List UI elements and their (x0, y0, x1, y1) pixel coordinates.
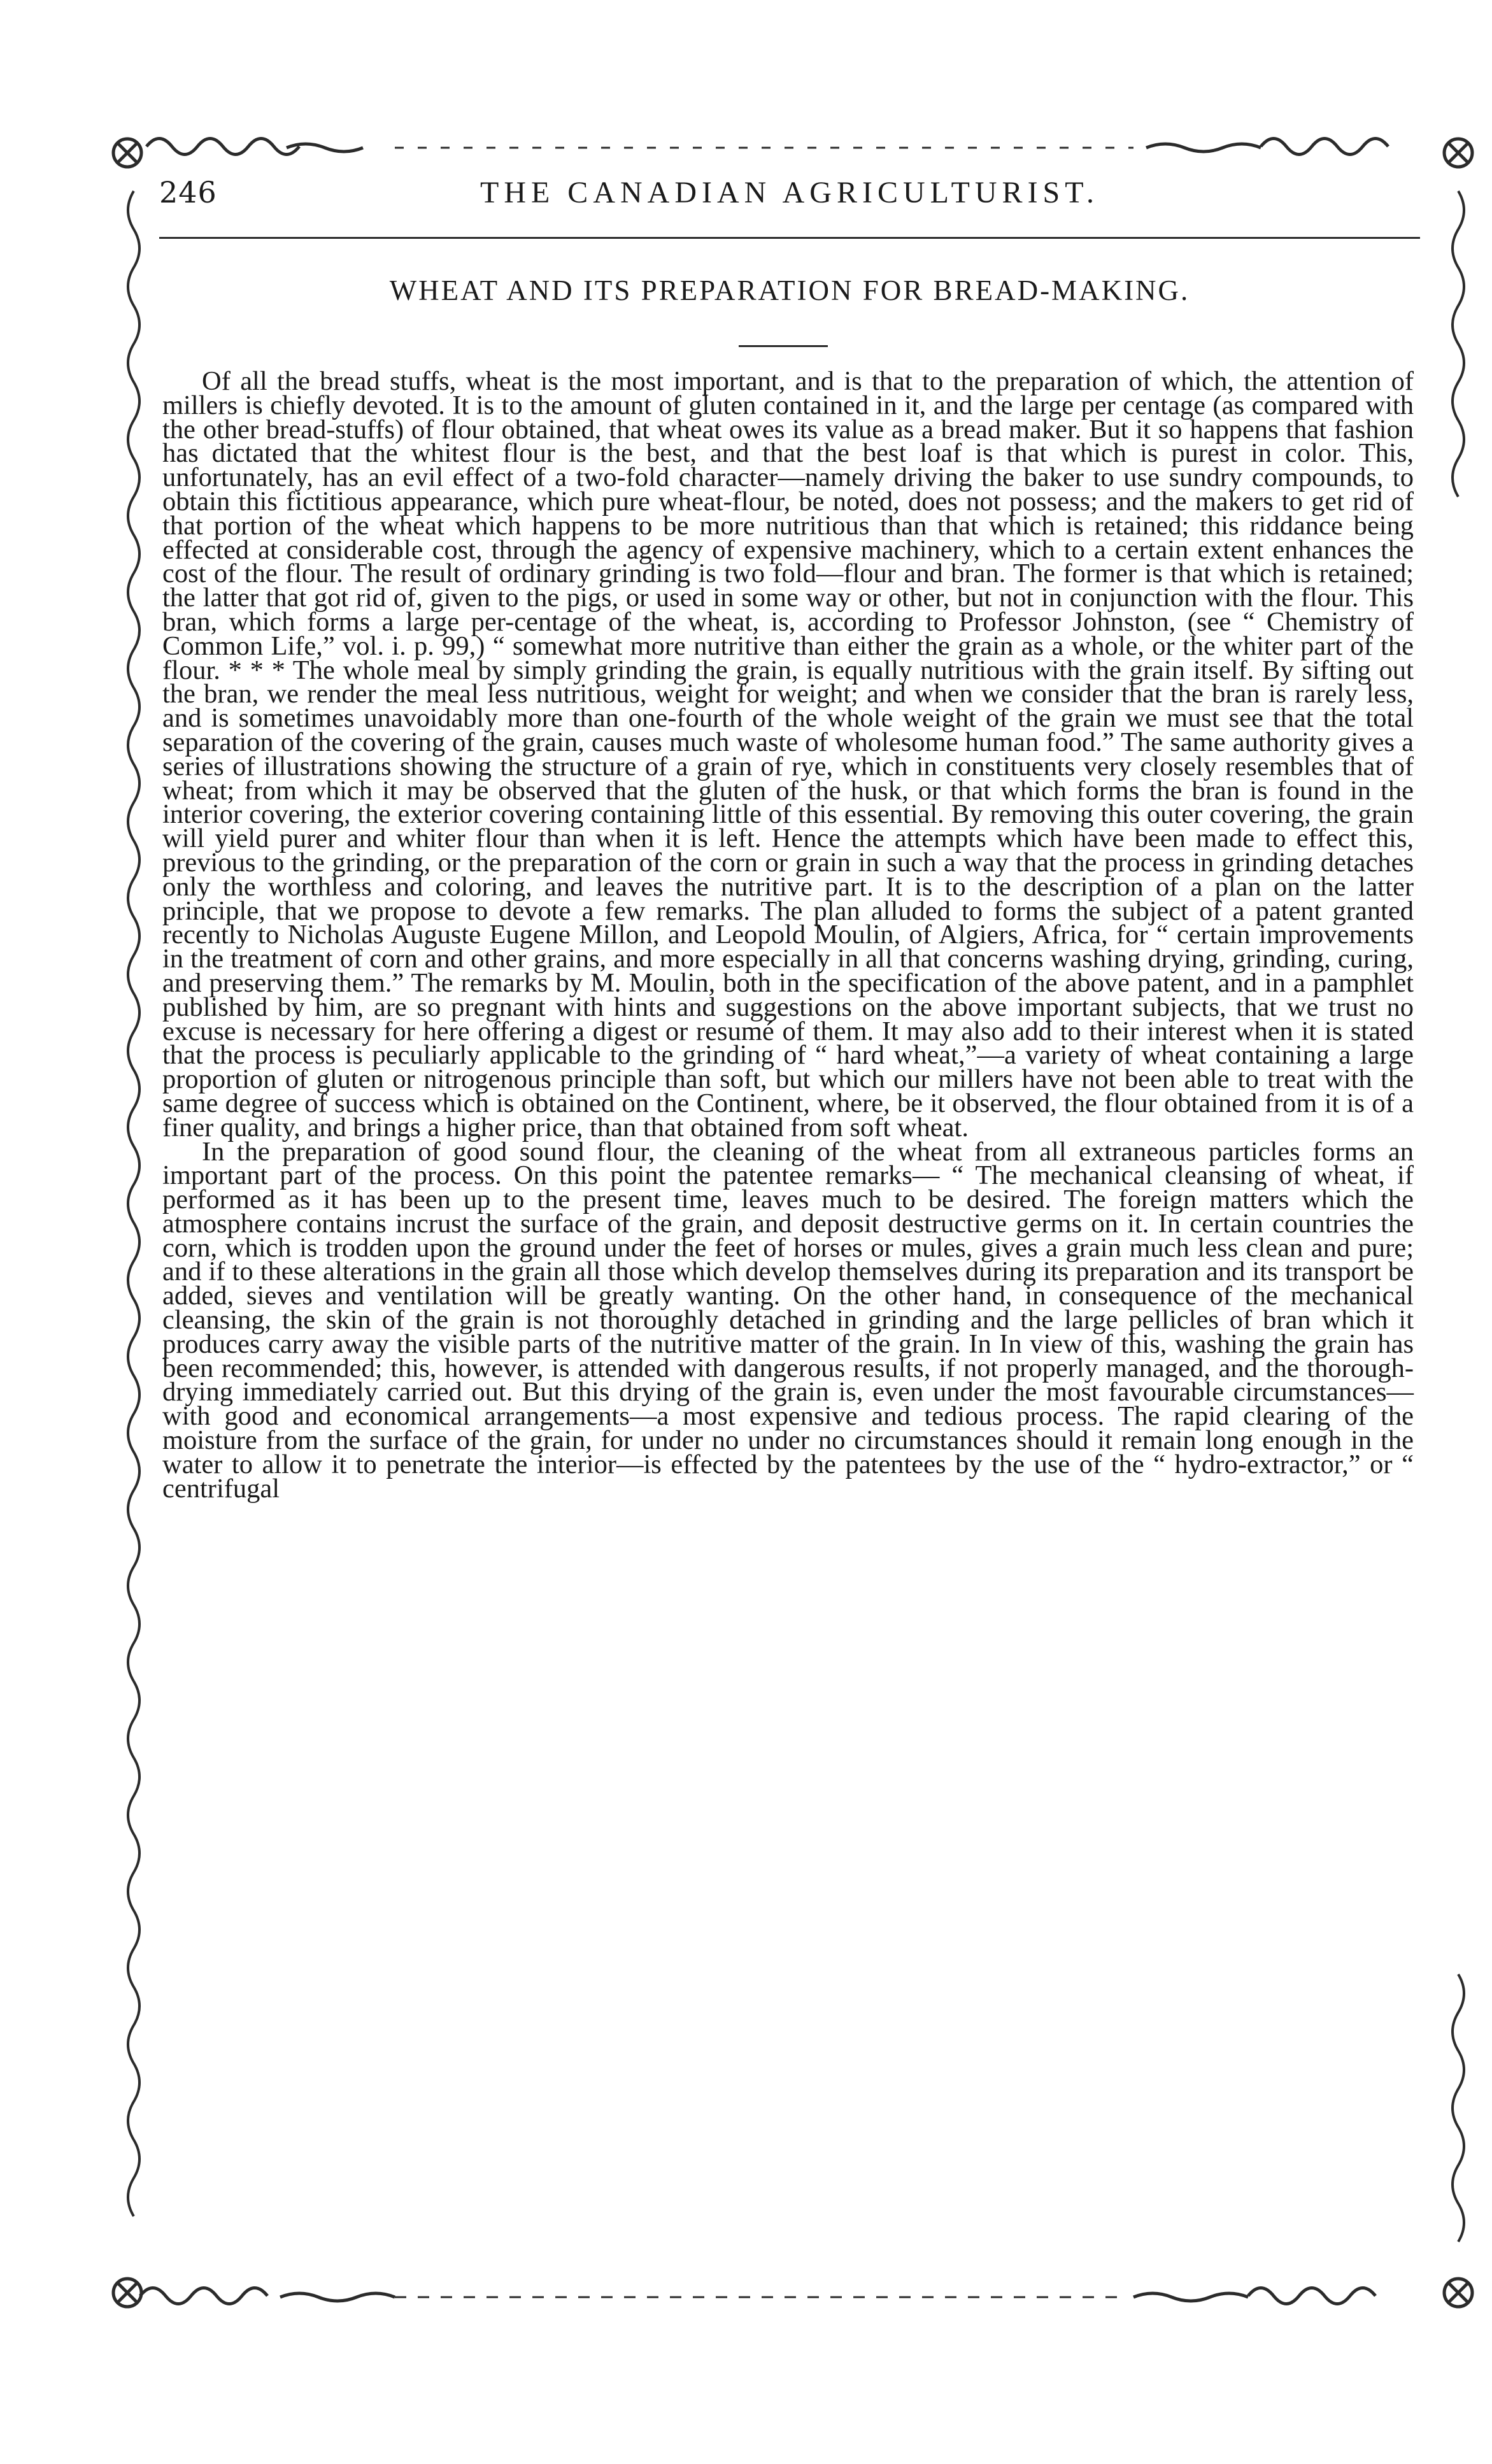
journal-title: THE CANADIAN AGRICULTURIST. (480, 176, 1099, 210)
paragraph-1: Of all the bread stuffs, wheat is the most important, and is that to the preparation of which, the attention of millers is chiefly devoted. It is to the amount of gluten contained in it, and the large per centage (as compared with the other bread-stuffs) of flour obtained, that wheat owes its value as a bread maker. But it so happens that fashion has dictated that the whitest flour is the best, and that the best loaf is that which is purest in color. This, unfortunately, has an evil effect of a two-fold character—namely driving the baker to use sundry compounds, to obtain this fictitious appearance, which pure wheat-flour, be noted, does not possess; and the makers to get rid of that portion of the wheat which happens to be more nutritious than that which is retained; this riddance being effected at considerable cost, through the agency of expensive machinery, which to a certain extent enhances the cost of the flour. The result of ordinary grinding is two fold—flour and bran. The former is that which is retained; the latter that got rid of, given to the pigs, or used in some way or other, but not in conjunction with the flour. This bran, which forms a large per-centage of the wheat, is, according to Professor Johnston, (see “ Chemistry of Common Life,” vol. i. p. 99,) “ somewhat more nutritive than either the grain as a whole, or the whiter part of the flour. * * * The whole meal by simply grinding the grain, is equally nutritious with the grain itself. By sifting out the bran, we render the meal less nutritious, weight for weight; and when we consider that the bran is rarely less, and is sometimes unavoidably more than one-fourth of the whole weight of the grain we must see that the total separation of the covering of the grain, causes much waste of wholesome human food.” The same authority gives a series of illustrations showing the structure of a grain of rye, which in constituents very closely resembles that of wheat; from which it may be observed that the gluten of the husk, or that which forms the bran is found in the interior covering, the exterior covering containing little of this essential. By removing this outer covering, the grain will yield purer and whiter flour than when it is left. Hence the attempts which have been made to effect this, previous to the grinding, or the preparation of the corn or grain in such a way that the process in grinding detaches only the worthless and coloring, and leaves the nutritive part. It is to the description of a plan on the latter principle, that we propose to devote a few remarks. The plan alluded to forms the subject of a patent granted recently to Nicholas Auguste Eugene Millon, and Leopold Moulin, of Algiers, Africa, for “ certain improvements in the treatment of corn and other grains, and more especially in all that concerns washing drying, grinding, curing, and preserving them.” The remarks by M. Moulin, both in the specification of the above patent, and in a pamphlet published by him, are so pregnant with hints and suggestions on the above important subjects, that we trust no excuse is necessary for here offering a digest or resumé of them. It may also add to their interest when it is stated that the process is peculiarly applicable to the grinding of “ hard wheat,”—a variety of wheat containing a large proportion of gluten or nitrogenous principle than soft, but which our millers have not been able to treat with the same degree of success which is obtained on the Continent, where, be it observed, the flour obtained from it is of a finer quality, and brings a higher price, than that obtained from soft wheat. (162, 366, 1414, 1143)
header-rule (159, 237, 1420, 239)
page-number: 246 (159, 175, 217, 210)
paragraph-2: In the preparation of good sound flour, the cleaning of the wheat from all extraneous particles forms an important part of the process. On this point the patentee remarks— “ The mechanical cleansing of wheat, if performed as it has been up to the present time, leaves much to be desired. The foreign matters which the atmosphere contains incrust the surface of the grain, and deposit destructive germs on it. In certain countries the corn, which is trodden upon the ground under the feet of horses or mules, gives a grain much less clean and pure; and if to these alterations in the grain all those which develop themselves during its preparation and its transport be added, sieves and ventilation will be greatly wanting. On the other hand, in consequence of the mechanical cleansing, the skin of the grain is not thoroughly detached in grinding and the large pellicles of bran which it produces carry away the visible parts of the nutritive matter of the grain. In In view of this, washing the grain has been recommended; this, however, is attended with dangerous results, if not properly managed, and the thorough-drying immediately carried out. But this drying of the grain is, even under the most favourable circumstances—with good and economical arrangements—a most expensive and tedious process. The rapid clearing of the moisture from the surface of the grain, for under no under no circumstances should it remain long enough in the water to allow it to penetrate the interior—is effected by the patentees by the use of the “ hydro-extractor,” or “ centrifugal (162, 1136, 1414, 1504)
article-title: WHEAT AND ITS PREPARATION FOR BREAD-MAKING. (389, 274, 1190, 306)
title-rule (739, 345, 828, 347)
running-head (159, 175, 1420, 226)
article-body (162, 366, 1414, 1504)
